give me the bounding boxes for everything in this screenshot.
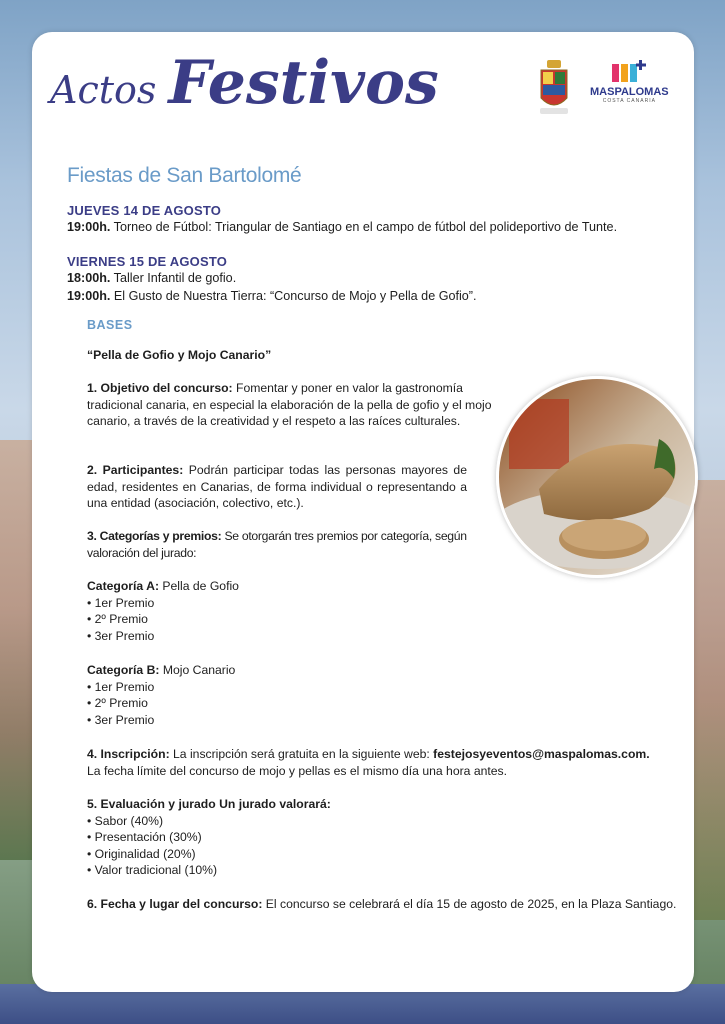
- day-heading-friday: VIERNES 15 DE AGOSTO: [67, 254, 228, 269]
- section-evaluation: [87, 796, 331, 879]
- gofio-image-icon: [499, 379, 695, 575]
- section-label: 4. Inscripción:: [87, 747, 170, 761]
- prize-item: • 2º Premio: [87, 696, 148, 711]
- section-participants: [87, 462, 467, 512]
- brand-sub: COSTA CANARIA: [602, 98, 656, 104]
- criteria-item: • Valor tradicional (10%): [87, 863, 218, 878]
- section-text: Podrán participar todas las personas mayores de edad, residentes en Canarias, de forma individual o representando a una entidad (asociación, colectivo, etc.).: [87, 463, 467, 511]
- section-text: El concurso se celebrará el día 15 de agosto de 2025, en la Plaza Santiago.: [262, 897, 677, 911]
- prize-item: • 1er Premio: [87, 679, 155, 694]
- section-categories: [87, 528, 472, 561]
- section-label: 1. Objetivo del concurso:: [87, 381, 233, 395]
- section-label: 3. Categorías y premios:: [87, 529, 222, 543]
- event-line: [67, 271, 236, 285]
- prize-item: • 3er Premio: [87, 712, 155, 727]
- day-heading-thursday: JUEVES 14 DE AGOSTO: [67, 203, 222, 218]
- section-registration: [87, 746, 677, 779]
- brand-name: MASPALOMAS: [590, 86, 669, 98]
- section-label: 5. Evaluación y jurado Un jurado valorará:: [87, 797, 331, 811]
- section-text: La inscripción será gratuita en la siguiente web:: [169, 747, 434, 761]
- category-name: Mojo Canario: [159, 663, 236, 677]
- category-label: Categoría A:: [87, 579, 160, 593]
- subtitle: Fiestas de San Bartolomé: [67, 164, 302, 187]
- logos: [538, 58, 669, 120]
- prize-item: • 3er Premio: [87, 628, 155, 643]
- maspalomas-mark-icon: [609, 58, 649, 84]
- contest-name: “Pella de Gofio y Mojo Canario”: [87, 348, 272, 362]
- event-time: 19:00h.: [67, 289, 111, 303]
- section-text: La fecha límite del concurso de mojo y pellas es el mismo día una hora antes.: [87, 763, 508, 778]
- maspalomas-logo: [590, 58, 669, 104]
- bases-heading: BASES: [87, 318, 133, 332]
- criteria-item: • Originalidad (20%): [87, 846, 196, 861]
- section-text: Se otorgarán tres premios por categoría, según valoración del jurado:: [87, 529, 467, 560]
- email-link[interactable]: festejosyeventos@maspalomas.com.: [433, 747, 650, 761]
- criteria-item: • Presentación (30%): [87, 830, 202, 845]
- event-time: 19:00h.: [67, 220, 111, 234]
- title-festivos: Festivos: [168, 48, 439, 118]
- category-b: [87, 662, 235, 728]
- title-actos: Actos: [50, 68, 157, 112]
- background-houses-right: [693, 480, 725, 920]
- category-name: Pella de Gofio: [159, 579, 239, 593]
- event-time: 18:00h.: [67, 271, 111, 285]
- section-label: 2. Participantes:: [87, 463, 184, 477]
- prize-item: • 2º Premio: [87, 612, 148, 627]
- event-line: [67, 220, 617, 234]
- event-text: El Gusto de Nuestra Tierra: “Concurso de Mojo y Pella de Gofio”.: [110, 289, 477, 303]
- section-objective: [87, 380, 497, 430]
- section-label: 6. Fecha y lugar del concurso:: [87, 897, 263, 911]
- event-text: Taller Infantil de gofio.: [110, 271, 237, 285]
- criteria-item: • Sabor (40%): [87, 813, 164, 828]
- coat-of-arms-icon: [538, 58, 570, 120]
- category-label: Categoría B:: [87, 663, 160, 677]
- section-text: Fomentar y poner en valor la gastronomía tradicional canaria, en especial la elaboración de la pella de gofio y el mojo canario, a través de la creatividad y el respeto a las raíces culturales.: [87, 381, 492, 429]
- category-a: [87, 578, 239, 644]
- event-text: Torneo de Fútbol: Triangular de Santiago en el campo de fútbol del polideportivo de Tunte.: [110, 220, 618, 234]
- page-title: [50, 48, 439, 118]
- section-date-place: [87, 896, 682, 913]
- prize-item: • 1er Premio: [87, 595, 155, 610]
- gofio-photo: [496, 376, 698, 578]
- event-line: [67, 289, 477, 303]
